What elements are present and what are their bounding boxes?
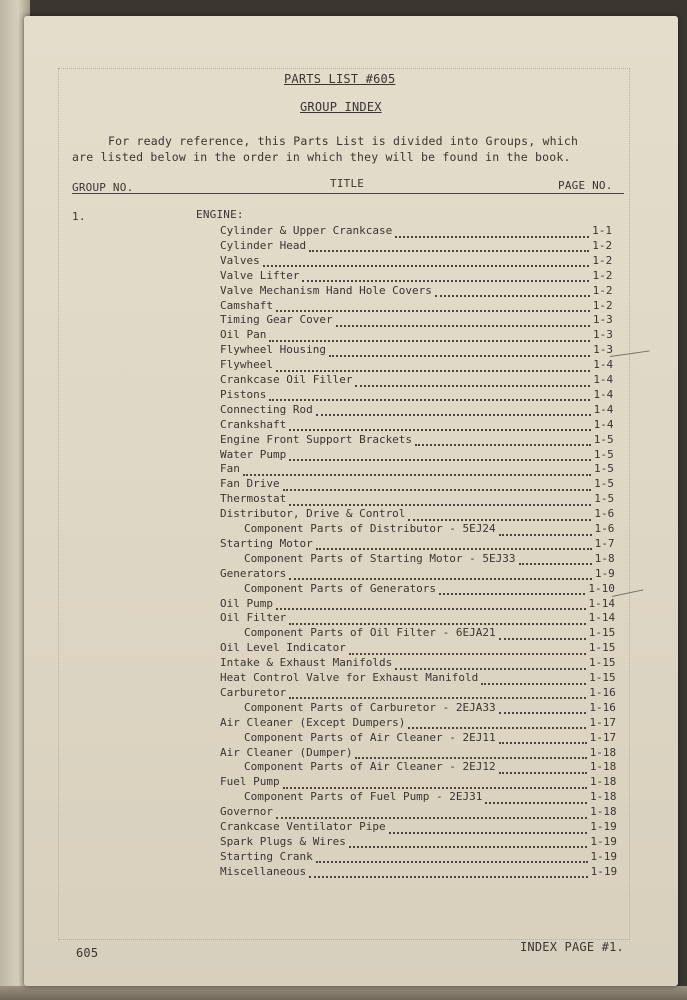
entry-page-number: 1-3 xyxy=(593,343,613,357)
entry-page-number: 1-18 xyxy=(590,790,617,804)
index-entry xyxy=(220,656,615,671)
entry-page-number: 1-2 xyxy=(592,268,613,282)
index-entry xyxy=(220,462,614,477)
entry-page-number: 1-15 xyxy=(588,626,616,640)
dot-leader xyxy=(276,302,590,312)
index-entry xyxy=(220,224,612,239)
entry-title: Starting Motor xyxy=(220,536,313,550)
dot-leader xyxy=(283,481,592,491)
entry-title: Intake & Exhaust Manifolds xyxy=(220,656,393,670)
index-entry xyxy=(220,686,616,701)
column-header-group-no: GROUP NO. xyxy=(72,181,134,194)
index-entry xyxy=(220,313,613,328)
entry-page-number: 1-16 xyxy=(589,700,616,714)
entry-title: Fan xyxy=(220,462,240,476)
dot-leader xyxy=(269,332,590,342)
index-entry xyxy=(220,448,614,463)
entry-title: Heat Control Valve for Exhaust Manifold xyxy=(220,671,479,684)
dot-leader xyxy=(499,630,586,640)
dot-leader xyxy=(395,228,589,238)
entry-title: Component Parts of Oil Filter - 6EJA21 xyxy=(244,626,496,640)
group-index-heading: GROUP INDEX xyxy=(300,100,382,114)
entry-title: Thermostat xyxy=(220,492,287,506)
parts-list-heading: PARTS LIST #605 xyxy=(284,72,396,86)
dot-leader xyxy=(519,555,592,565)
index-entry xyxy=(220,254,612,269)
index-entry xyxy=(220,835,617,850)
dot-leader xyxy=(395,660,586,670)
entry-title: Component Parts of Starting Motor - 5EJ33 xyxy=(244,551,516,565)
entry-page-number: 1-19 xyxy=(590,864,618,878)
index-entry xyxy=(244,626,615,641)
entry-title: Engine Front Support Brackets xyxy=(220,432,413,446)
dot-leader xyxy=(415,436,591,446)
dot-leader xyxy=(435,287,590,297)
entry-title: Flywheel xyxy=(220,358,273,372)
entry-title: Carburetor xyxy=(220,685,287,699)
entry-page-number: 1-4 xyxy=(593,387,614,401)
index-entry xyxy=(244,731,616,746)
entry-page-number: 1-18 xyxy=(589,745,617,759)
index-entry xyxy=(244,582,615,597)
entry-page-number: 1-2 xyxy=(592,253,613,267)
index-entry xyxy=(220,299,613,314)
entry-page-number: 1-3 xyxy=(592,313,613,327)
entry-title: Component Parts of Carburetor - 2EJA33 xyxy=(244,700,496,714)
group-name: ENGINE: xyxy=(196,208,244,221)
footer-page-code: 605 xyxy=(76,946,99,960)
dot-leader xyxy=(481,675,586,685)
entry-page-number: 1-16 xyxy=(589,685,616,699)
dot-leader xyxy=(276,600,586,610)
entry-page-number: 1-6 xyxy=(594,507,615,521)
index-entry xyxy=(220,343,613,358)
dot-leader xyxy=(243,466,591,476)
index-entry xyxy=(220,239,612,254)
entry-title: Component Parts of Generators xyxy=(244,581,437,595)
dot-leader xyxy=(289,451,591,461)
dot-leader xyxy=(499,704,587,714)
dot-leader xyxy=(289,496,591,506)
entry-title: Crankcase Oil Filler xyxy=(220,373,353,386)
dot-leader xyxy=(408,511,591,521)
entry-page-number: 1-1 xyxy=(592,224,612,237)
dot-leader xyxy=(329,347,590,357)
dot-leader xyxy=(289,570,592,580)
dot-leader xyxy=(336,317,590,327)
entry-page-number: 1-7 xyxy=(594,536,615,550)
footer-index-page: INDEX PAGE #1. xyxy=(520,940,624,954)
dot-leader xyxy=(408,719,586,729)
index-entry xyxy=(244,790,617,805)
entry-page-number: 1-2 xyxy=(592,238,613,252)
column-header-title: TITLE xyxy=(330,177,365,190)
entry-page-number: 1-5 xyxy=(593,432,614,446)
dot-leader xyxy=(485,794,587,804)
entry-title: Component Parts of Fuel Pump - 2EJ31 xyxy=(244,790,483,804)
entry-page-number: 1-5 xyxy=(593,447,614,461)
dot-leader xyxy=(309,242,589,252)
group-number: 1. xyxy=(72,210,86,223)
entry-title: Distributor, Drive & Control xyxy=(220,507,406,521)
dot-leader xyxy=(289,689,586,699)
entry-page-number: 1-5 xyxy=(594,462,614,476)
dot-leader xyxy=(355,377,590,387)
entry-page-number: 1-9 xyxy=(594,566,615,580)
index-entry xyxy=(220,775,616,790)
index-entry xyxy=(220,284,612,299)
entry-title: Cylinder & Upper Crankcase xyxy=(220,224,393,237)
index-entry xyxy=(220,492,614,507)
index-entry xyxy=(220,328,613,343)
dot-leader xyxy=(499,734,587,744)
entry-title: Component Parts of Air Cleaner - 2EJ12 xyxy=(244,760,496,774)
intro-line-2: are listed below in the order in which they will be found in the book. xyxy=(72,150,571,164)
index-entry xyxy=(220,671,616,686)
entry-title: Valve Lifter xyxy=(220,268,300,282)
index-entry xyxy=(220,403,613,418)
entry-page-number: 1-4 xyxy=(593,402,614,416)
index-entry xyxy=(220,567,615,582)
dot-leader xyxy=(302,272,589,282)
index-entry xyxy=(244,552,615,567)
entry-page-number: 1-4 xyxy=(593,417,614,431)
dot-leader xyxy=(289,615,585,625)
index-entry xyxy=(220,418,614,433)
entry-title: Connecting Rod xyxy=(220,402,313,416)
dot-leader xyxy=(349,645,586,655)
index-entry xyxy=(220,611,615,626)
column-header-page-no: PAGE NO. xyxy=(558,179,613,192)
entry-page-number: 1-15 xyxy=(588,641,616,655)
intro-line-1: For ready reference, this Parts List is divided into Groups, which xyxy=(108,134,579,148)
dot-leader xyxy=(269,391,590,401)
entry-title: Pistons xyxy=(220,387,267,401)
entry-page-number: 1-6 xyxy=(594,522,615,535)
index-entry xyxy=(220,269,612,284)
entry-page-number: 1-5 xyxy=(594,492,615,506)
header-rule xyxy=(72,193,624,194)
entry-title: Oil Pan xyxy=(220,328,267,342)
index-entry xyxy=(220,641,615,656)
entry-title: Valve Mechanism Hand Hole Covers xyxy=(220,283,432,297)
entry-page-number: 1-18 xyxy=(589,775,617,789)
entry-title: Air Cleaner (Except Dumpers) xyxy=(220,715,406,729)
bottom-edge xyxy=(0,986,687,1000)
dot-leader xyxy=(316,406,591,416)
index-entry xyxy=(220,388,613,403)
entry-title: Generators xyxy=(220,566,287,580)
entry-page-number: 1-10 xyxy=(588,581,615,595)
dot-leader xyxy=(276,809,587,819)
entry-page-number: 1-14 xyxy=(588,596,615,610)
entry-title: Timing Gear Cover xyxy=(220,313,333,327)
entry-page-number: 1-18 xyxy=(589,760,617,774)
index-entry xyxy=(220,507,614,522)
entry-title: Oil Filter xyxy=(220,611,287,625)
entry-page-number: 1-19 xyxy=(590,834,617,848)
index-entry xyxy=(220,805,617,820)
entry-title: Air Cleaner (Dumper) xyxy=(220,745,353,759)
entry-page-number: 1-17 xyxy=(589,715,616,729)
entry-page-number: 1-14 xyxy=(588,611,616,625)
index-entry xyxy=(220,477,614,492)
index-entry xyxy=(220,597,615,612)
index-entry xyxy=(220,865,617,880)
dot-leader xyxy=(263,257,590,267)
entry-title: Component Parts of Air Cleaner - 2EJ11 xyxy=(244,730,496,744)
entry-title: Flywheel Housing xyxy=(220,343,326,357)
index-entry xyxy=(220,537,615,552)
entry-title: Spark Plugs & Wires xyxy=(220,834,346,848)
index-entry xyxy=(220,433,614,448)
entry-title: Cylinder Head xyxy=(220,238,307,252)
entry-page-number: 1-4 xyxy=(593,358,614,372)
dot-leader xyxy=(316,540,592,550)
index-entry xyxy=(220,373,613,388)
entry-title: Fuel Pump xyxy=(220,775,280,789)
index-entry xyxy=(244,760,616,775)
index-entry xyxy=(220,746,616,761)
index-entry xyxy=(244,701,616,716)
index-entry xyxy=(244,522,614,537)
entry-page-number: 1-2 xyxy=(592,298,613,312)
index-entry xyxy=(220,716,616,731)
index-entry xyxy=(220,358,613,373)
entry-title: Crankcase Ventilator Pipe xyxy=(220,820,386,833)
index-entry xyxy=(220,850,617,865)
dot-leader xyxy=(439,585,585,595)
entry-page-number: 1-8 xyxy=(594,551,615,565)
entry-title: Oil Pump xyxy=(220,596,273,610)
entry-title: Governor xyxy=(220,805,273,819)
entry-title: Component Parts of Distributor - 5EJ24 xyxy=(244,522,496,535)
entry-title: Crankshaft xyxy=(220,417,287,431)
entry-title: Camshaft xyxy=(220,298,273,312)
entry-page-number: 1-4 xyxy=(593,373,614,386)
entry-page-number: 1-19 xyxy=(590,849,618,863)
entry-page-number: 1-15 xyxy=(588,656,616,670)
dot-leader xyxy=(309,868,588,878)
dot-leader xyxy=(289,421,590,431)
entry-page-number: 1-5 xyxy=(594,477,615,491)
entry-title: Water Pump xyxy=(220,447,287,461)
entry-title: Starting Crank xyxy=(220,849,313,863)
entry-page-number: 1-15 xyxy=(589,671,616,684)
dot-leader xyxy=(316,853,588,863)
index-entry xyxy=(220,820,617,835)
entry-page-number: 1-2 xyxy=(592,283,613,297)
dot-leader xyxy=(389,824,588,834)
entry-page-number: 1-19 xyxy=(590,820,617,833)
entry-page-number: 1-3 xyxy=(592,328,613,342)
entry-page-number: 1-18 xyxy=(590,805,617,819)
entry-page-number: 1-17 xyxy=(589,730,617,744)
dot-leader xyxy=(499,526,592,536)
dot-leader xyxy=(349,838,588,848)
entry-title: Oil Level Indicator xyxy=(220,641,346,655)
dot-leader xyxy=(276,362,590,372)
entry-title: Miscellaneous xyxy=(220,864,307,878)
dot-leader xyxy=(355,749,586,759)
dot-leader xyxy=(283,779,587,789)
entry-title: Valves xyxy=(220,253,260,267)
entry-title: Fan Drive xyxy=(220,477,280,491)
dot-leader xyxy=(499,764,587,774)
